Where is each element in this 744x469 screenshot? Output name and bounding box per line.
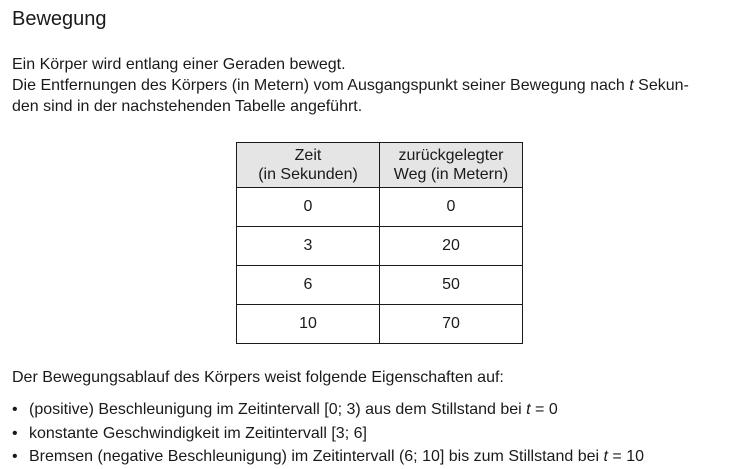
- cell-time: 0: [237, 188, 380, 227]
- header-time-line-1: Zeit: [294, 147, 322, 164]
- header-time-line-2: (in Sekunden): [258, 166, 358, 183]
- intro-line-1: Ein Körper wird entlang einer Geraden bewegt.: [12, 56, 346, 73]
- list-item: [12, 445, 644, 469]
- header-distance: [380, 143, 523, 188]
- header-distance-line-2: Weg (in Metern): [393, 166, 509, 183]
- table-row: [237, 188, 523, 227]
- cell-time: 10: [237, 305, 380, 344]
- intro-line-2-part-2: Sekun-: [633, 77, 689, 94]
- cell-time: 6: [237, 266, 380, 305]
- property-text: Bremsen (negative Beschleunigung) im Zeitintervall (6; 10] bis zum Stillstand bei: [29, 448, 604, 465]
- cell-distance: 50: [380, 266, 523, 305]
- property-tail: = 10: [607, 448, 644, 465]
- property-text: konstante Geschwindigkeit im Zeitintervall [3; 6]: [29, 424, 367, 442]
- table-row: [237, 305, 523, 344]
- header-distance-line-1: zurückgelegter: [398, 147, 504, 164]
- list-item: [12, 398, 644, 422]
- page-title: Bewegung: [12, 8, 107, 30]
- cell-distance: 20: [380, 227, 523, 266]
- bullet-icon: •: [12, 401, 18, 418]
- time-variable: t: [629, 77, 634, 94]
- time-variable: t: [526, 401, 531, 418]
- time-variable: t: [603, 448, 608, 465]
- table-row: [237, 227, 523, 266]
- intro-line-3: den sind in der nachstehenden Tabelle angeführt.: [12, 98, 363, 115]
- cell-time: 3: [237, 227, 380, 266]
- properties-intro: Der Bewegungsablauf des Körpers weist folgende Eigenschaften auf:: [12, 369, 504, 386]
- intro-text: [12, 54, 737, 117]
- property-text: (positive) Beschleunigung im Zeitintervall [0; 3) aus dem Stillstand bei: [29, 401, 527, 418]
- list-item: [12, 422, 644, 446]
- properties-list: [12, 398, 644, 469]
- bullet-icon: •: [12, 448, 18, 465]
- table-row: [237, 266, 523, 305]
- bullet-icon: •: [12, 424, 18, 442]
- table-header-row: [237, 143, 523, 188]
- cell-distance: 0: [380, 188, 523, 227]
- cell-distance: 70: [380, 305, 523, 344]
- header-time: [237, 143, 380, 188]
- distance-table: [236, 142, 523, 344]
- intro-line-2-part-1: Die Entfernungen des Körpers (in Metern) vom Ausgangspunkt seiner Bewegung nach: [12, 77, 630, 94]
- property-tail: = 0: [530, 401, 558, 418]
- intro-line-2: [12, 75, 737, 96]
